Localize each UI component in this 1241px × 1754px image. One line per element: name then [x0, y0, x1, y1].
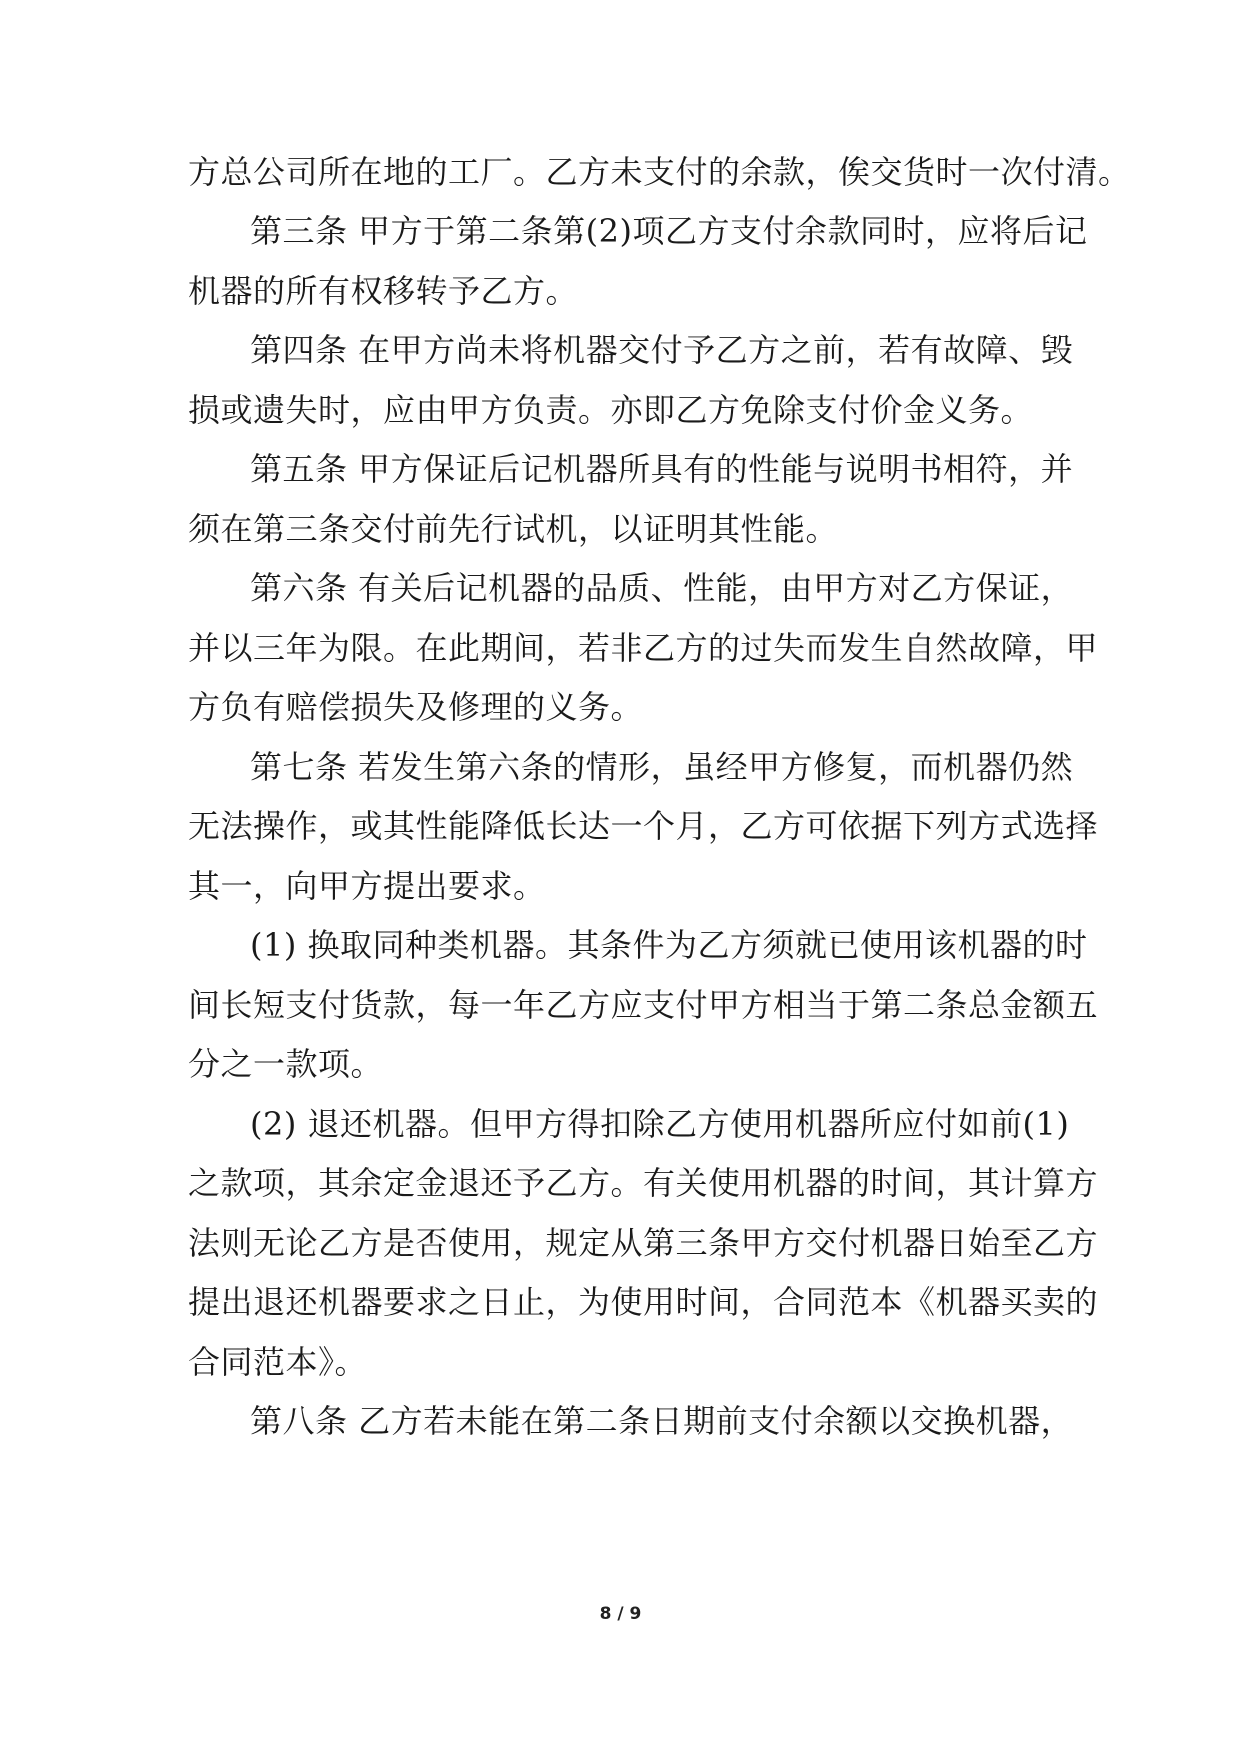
- text-line: 分之一款项。: [188, 1045, 384, 1083]
- text-line: 之款项，其余定金退还予乙方。有关使用机器的时间，其计算方: [188, 1164, 1099, 1202]
- text-line: 须在第三条交付前先行试机，以证明其性能。: [188, 510, 839, 548]
- text-line: 其一，向甲方提出要求。: [188, 867, 546, 905]
- article-3-heading-line: 第三条 甲方于第二条第(2)项乙方支付余款同时，应将后记: [250, 212, 1088, 250]
- item-2-heading-line: (2) 退还机器。但甲方得扣除乙方使用机器所应付如前(1): [250, 1105, 1070, 1143]
- article-7-heading-line: 第七条 若发生第六条的情形，虽经甲方修复，而机器仍然: [250, 748, 1074, 786]
- article-4-heading-line: 第四条 在甲方尚未将机器交付予乙方之前，若有故障、毁: [250, 331, 1074, 369]
- text-line: 并以三年为限。在此期间，若非乙方的过失而发生自然故障，甲: [188, 629, 1099, 667]
- text-line: 无法操作，或其性能降低长达一个月，乙方可依据下列方式选择: [188, 807, 1099, 845]
- text-line: 法则无论乙方是否使用，规定从第三条甲方交付机器日始至乙方: [188, 1224, 1099, 1262]
- page-number: 8 / 9: [599, 1604, 642, 1624]
- article-5-heading-line: 第五条 甲方保证后记机器所具有的性能与说明书相符，并: [250, 450, 1074, 488]
- text-line: 方总公司所在地的工厂。乙方未支付的余款，俟交货时一次付清。: [188, 153, 1131, 191]
- text-line: 损或遗失时，应由甲方负责。亦即乙方免除支付价金义务。: [188, 391, 1034, 429]
- item-1-heading-line: (1) 换取同种类机器。其条件为乙方须就已使用该机器的时: [250, 926, 1088, 964]
- article-8-heading-line: 第八条 乙方若未能在第二条日期前支付余额以交换机器，: [250, 1402, 1074, 1440]
- text-line: 提出退还机器要求之日止，为使用时间，合同范本《机器买卖的: [188, 1283, 1099, 1321]
- text-line: 合同范本》。: [188, 1343, 368, 1381]
- text-line: 机器的所有权移转予乙方。: [188, 272, 579, 310]
- text-line: 方负有赔偿损失及修理的义务。: [188, 688, 644, 726]
- article-6-heading-line: 第六条 有关后记机器的品质、性能，由甲方对乙方保证，: [250, 569, 1074, 607]
- text-line: 间长短支付货款，每一年乙方应支付甲方相当于第二条总金额五: [188, 986, 1099, 1024]
